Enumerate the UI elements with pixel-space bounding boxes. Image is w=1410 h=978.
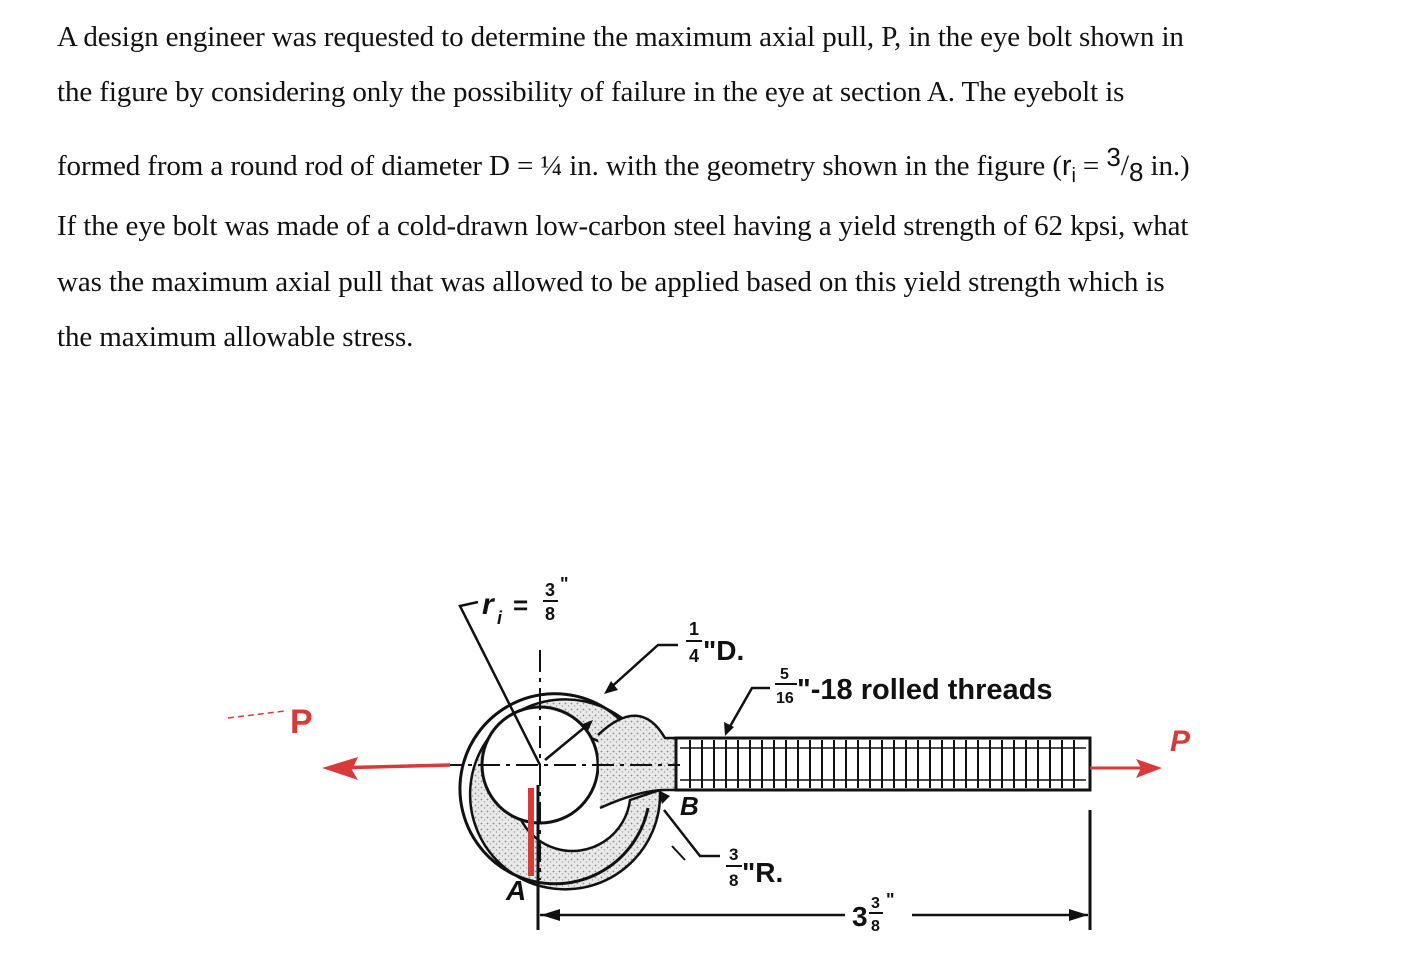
section-a-marker	[528, 788, 534, 876]
load-dash-left	[228, 711, 285, 718]
thread-den: 16	[776, 690, 794, 707]
ri-fraction-num: 3	[545, 580, 556, 600]
load-label-left: P	[290, 703, 313, 741]
length-den: 8	[871, 918, 880, 935]
length-whole: 3	[852, 901, 868, 932]
fraction-denominator: 8	[1128, 157, 1144, 187]
section-b-label: B	[680, 791, 699, 821]
section-a-label: A	[506, 875, 527, 906]
ri-subscript-label: i	[497, 608, 503, 628]
length-inch-mark: "	[886, 890, 895, 910]
ri-inch-mark: "	[560, 574, 569, 594]
fraction-numerator: 3	[1106, 142, 1121, 172]
thread-num: 5	[780, 666, 789, 683]
length-arrow-left	[541, 909, 560, 921]
problem-line-6: the maximum allowable stress.	[57, 321, 414, 353]
diameter-num: 1	[689, 619, 700, 639]
ri-symbol: r	[1061, 150, 1072, 182]
ri-equals: =	[513, 590, 529, 620]
problem-line-4: If the eye bolt was made of a cold-drawn low-carbon steel having a yield strength of 62 kpsi, what	[57, 210, 1189, 242]
problem-line-5: was the maximum axial pull that was allowed to be applied based on this yield strength which is	[57, 266, 1165, 298]
length-num: 3	[871, 895, 880, 912]
load-label-right: P	[1170, 725, 1191, 758]
diameter-label: "D.	[703, 635, 745, 666]
ri-label: r	[482, 588, 494, 621]
radius-label: "R.	[742, 857, 784, 888]
radius-num: 3	[729, 845, 739, 864]
ri-subscript: i	[1071, 164, 1076, 187]
equals-sign: =	[1075, 150, 1107, 182]
problem-line-3	[57, 142, 1190, 191]
fraction-slash: /	[1120, 149, 1129, 182]
ri-fraction-den: 8	[545, 604, 556, 624]
load-arrowhead-left	[322, 757, 358, 780]
length-arrow-right	[1069, 909, 1088, 921]
radius-tick	[672, 846, 685, 860]
radius-den: 8	[729, 871, 739, 890]
problem-line-2: the figure by considering only the possibility of failure in the eye at section A. The eyebolt is	[57, 76, 1125, 108]
eye-bolt-figure	[0, 380, 1410, 978]
diameter-leader	[608, 645, 678, 690]
problem-line-1: A design engineer was requested to determine the maximum axial pull, P, in the eye bolt shown in	[57, 21, 1184, 53]
problem-line-3-text: formed from a round rod of diameter D = ¼ in. with the geometry shown in the figure (	[57, 150, 1062, 182]
thread-label: "-18 rolled threads	[797, 674, 1053, 706]
problem-line-3-unit: in.)	[1143, 150, 1190, 182]
thread-leader	[728, 688, 770, 730]
diameter-den: 4	[689, 646, 700, 666]
